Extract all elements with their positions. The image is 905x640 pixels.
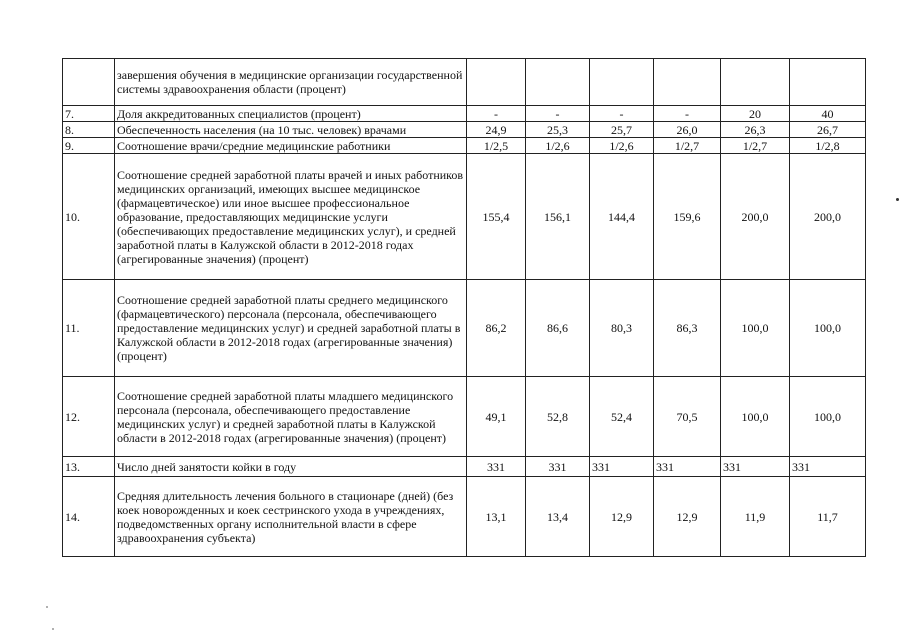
table-row xyxy=(63,154,866,280)
table-row xyxy=(63,59,866,106)
value-cell: 1/2,7 xyxy=(654,138,721,154)
value-cell: - xyxy=(467,106,526,122)
row-number: 12. xyxy=(63,377,115,457)
table-row xyxy=(63,138,866,154)
value-cell: 52,4 xyxy=(590,377,654,457)
value-cell xyxy=(790,59,866,106)
value-cell: 12,9 xyxy=(654,477,721,557)
value-cell: 100,0 xyxy=(790,280,866,377)
value-cell xyxy=(654,59,721,106)
row-number: 10. xyxy=(63,154,115,280)
value-cell: 331 xyxy=(790,457,866,477)
value-cell: 159,6 xyxy=(654,154,721,280)
value-cell: 26,0 xyxy=(654,122,721,138)
value-cell: 1/2,7 xyxy=(721,138,790,154)
value-cell: 331 xyxy=(654,457,721,477)
value-cell: - xyxy=(526,106,590,122)
table-row xyxy=(63,122,866,138)
value-cell: 1/2,6 xyxy=(526,138,590,154)
value-cell xyxy=(467,59,526,106)
value-cell: 11,9 xyxy=(721,477,790,557)
row-description: Соотношение врачи/средние медицинские работники xyxy=(115,138,467,154)
value-cell: 100,0 xyxy=(721,377,790,457)
value-cell: 25,3 xyxy=(526,122,590,138)
value-cell: 11,7 xyxy=(790,477,866,557)
value-cell xyxy=(590,59,654,106)
row-number: 14. xyxy=(63,477,115,557)
value-cell: 200,0 xyxy=(721,154,790,280)
value-cell: 100,0 xyxy=(790,377,866,457)
table-row xyxy=(63,457,866,477)
row-description: Соотношение средней заработной платы среднего медицинского (фармацевтического) персонала (персонала, обеспечивающего предоставление медицинских услуг) и средней заработной платы в Калужской области в 2012-2018 годах (агрегированные значения) (процент) xyxy=(115,280,467,377)
value-cell: 1/2,6 xyxy=(590,138,654,154)
table-row xyxy=(63,280,866,377)
row-description: Соотношение средней заработной платы врачей и иных работников медицинских организаций, имеющих высшее медицинское (фармацевтическое) или иное высшее профессиональное образование, предоставляющих медицинские услуги (обеспечивающих предоставление медицинских услуг), и средней заработной платы в Калужской области в 2012-2018 годах (агрегированные значения) (процент) xyxy=(115,154,467,280)
row-description: Доля аккредитованных специалистов (процент) xyxy=(115,106,467,122)
value-cell: 80,3 xyxy=(590,280,654,377)
value-cell: 155,4 xyxy=(467,154,526,280)
value-cell: - xyxy=(654,106,721,122)
value-cell: 1/2,8 xyxy=(790,138,866,154)
value-cell: 331 xyxy=(590,457,654,477)
value-cell: 200,0 xyxy=(790,154,866,280)
value-cell xyxy=(526,59,590,106)
value-cell: - xyxy=(590,106,654,122)
row-description: Средняя длительность лечения больного в стационаре (дней) (без коек новорожденных и коек сестринского ухода в учреждениях, подведомственных органу исполнительной власти в сфере здравоохранения субъекта) xyxy=(115,477,467,557)
scan-speck xyxy=(52,628,54,630)
row-number: 9. xyxy=(63,138,115,154)
value-cell: 331 xyxy=(467,457,526,477)
value-cell: 26,7 xyxy=(790,122,866,138)
value-cell: 26,3 xyxy=(721,122,790,138)
value-cell: 331 xyxy=(526,457,590,477)
value-cell: 12,9 xyxy=(590,477,654,557)
row-description: завершения обучения в медицинские организации государственной системы здравоохранения области (процент) xyxy=(115,59,467,106)
value-cell: 86,3 xyxy=(654,280,721,377)
value-cell: 52,8 xyxy=(526,377,590,457)
value-cell: 86,6 xyxy=(526,280,590,377)
value-cell: 144,4 xyxy=(590,154,654,280)
value-cell xyxy=(721,59,790,106)
table-row xyxy=(63,377,866,457)
row-number: 13. xyxy=(63,457,115,477)
value-cell: 24,9 xyxy=(467,122,526,138)
table-row xyxy=(63,477,866,557)
row-number: 8. xyxy=(63,122,115,138)
value-cell: 70,5 xyxy=(654,377,721,457)
row-description: Соотношение средней заработной платы младшего медицинского персонала (персонала, обеспечивающего предоставление медицинских услуг) и средней заработной платы в Калужской области в 2012-2018 годах (агрегированные значения) (процент) xyxy=(115,377,467,457)
value-cell: 331 xyxy=(721,457,790,477)
value-cell: 13,1 xyxy=(467,477,526,557)
value-cell: 156,1 xyxy=(526,154,590,280)
value-cell: 40 xyxy=(790,106,866,122)
value-cell: 25,7 xyxy=(590,122,654,138)
row-number xyxy=(63,59,115,106)
value-cell: 20 xyxy=(721,106,790,122)
value-cell: 49,1 xyxy=(467,377,526,457)
value-cell: 1/2,5 xyxy=(467,138,526,154)
row-number: 11. xyxy=(63,280,115,377)
scan-dot xyxy=(896,198,899,201)
row-description: Обеспеченность населения (на 10 тыс. человек) врачами xyxy=(115,122,467,138)
row-description: Число дней занятости койки в году xyxy=(115,457,467,477)
scan-speck xyxy=(46,606,48,608)
row-number: 7. xyxy=(63,106,115,122)
value-cell: 13,4 xyxy=(526,477,590,557)
value-cell: 100,0 xyxy=(721,280,790,377)
indicators-table xyxy=(62,58,866,557)
table-row xyxy=(63,106,866,122)
value-cell: 86,2 xyxy=(467,280,526,377)
